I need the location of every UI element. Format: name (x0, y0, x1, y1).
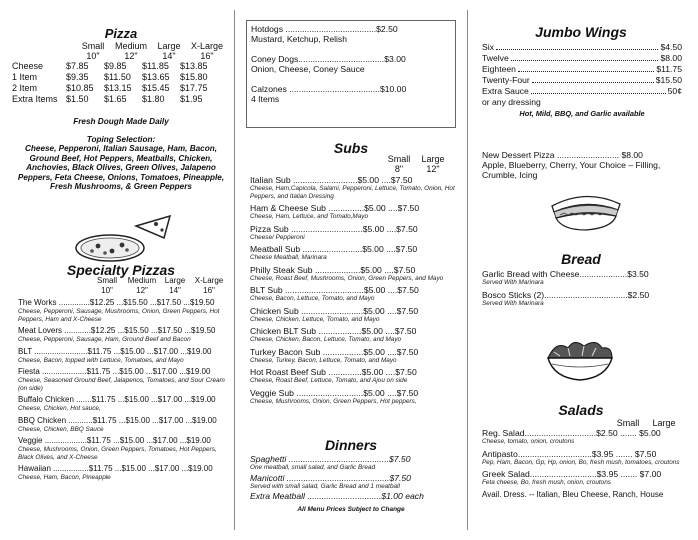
list-item (18, 395, 228, 413)
price: $17.75 (180, 83, 208, 93)
list-item (250, 347, 456, 365)
inch-12: 12" (136, 286, 148, 295)
sub-sandwich-icon (546, 186, 626, 234)
sub-line: Meatball Sub .........................$5.00 ....$7.50 (250, 244, 418, 254)
size-small: Small (387, 154, 411, 164)
dinner-line: Extra Meatball ...............................$1.00 each (250, 491, 424, 501)
specialty-item-line: Veggie ...................$11.75 ...$15.00 ...$17.00 ...$19.00 (18, 436, 211, 445)
list-item (482, 428, 686, 446)
inch-14: 14" (162, 51, 176, 61)
list-item (250, 473, 456, 491)
sub-line: Hot Roast Beef Sub ..............$5.00 ....$7.50 (250, 367, 417, 377)
topping-title: Toping Selection: (86, 134, 156, 144)
coney-line: Coney Dogs....................................$3.00 (251, 54, 406, 64)
list-item (482, 75, 682, 86)
pizza-row (12, 83, 230, 94)
pizza-title: Pizza (104, 26, 138, 41)
coney-desc: Onion, Cheese, Coney Sauce (251, 64, 365, 74)
list-item (482, 42, 682, 53)
sub-line: Ham & Cheese Sub ...............$5.00 ....$7.50 (250, 203, 420, 213)
salad-desc: Pep, Ham, Bacon, Gp, Hp, onion, Bo, fresh mush, tomatoes, croutons (482, 458, 680, 466)
list-item (250, 203, 456, 221)
price: $1.50 (66, 94, 89, 104)
price: $1.80 (142, 94, 165, 104)
list-item (250, 306, 456, 324)
sub-line: Chicken BLT Sub ..................$5.00 ....$7.50 (250, 326, 417, 336)
pizza-row-label: Extra Items (12, 94, 58, 104)
sub-desc: Cheese, Chicken, Bacon, Lettuce, Tomato, and Mayo (250, 336, 402, 343)
salad-bowl-icon (544, 336, 616, 382)
pizza-size-header (74, 41, 230, 51)
specialty-item-line: Meat Lovers ............$12.25 ...$15.50 ...$17.50 ...$19.50 (18, 326, 216, 335)
sub-line: BLT Sub .................................$5.00 ....$7.50 (250, 285, 419, 295)
price: $13.65 (142, 72, 170, 82)
hotdog-box (246, 20, 456, 128)
salad-line: Reg. Salad..............................$2.50 ....... $5.00 (482, 428, 661, 438)
list-item (482, 64, 682, 75)
pizza-row (12, 72, 230, 83)
specialty-item-line: Buffalo Chicken .......$11.75 ...$15.00 ...$17.00 ...$19.00 (18, 395, 216, 404)
wing-count: Six (482, 42, 494, 52)
specialty-item-line: Fiesta ....................$11.75 ...$15.00 ...$17.00 ...$19.00 (18, 367, 211, 376)
price: $9.35 (66, 72, 89, 82)
salads-list (482, 428, 686, 500)
list-item (18, 326, 228, 344)
specialty-item-desc: Cheese, Chicken, Hot sauce, (18, 405, 101, 412)
dinner-desc: One meatball, small salad, and Garlic Bread (250, 464, 376, 471)
column-divider-left (234, 10, 235, 530)
sub-desc: Cheese, Ham, Lettuce, and Tomato,Mayo (250, 213, 369, 220)
list-item (18, 367, 228, 392)
inch-16: 16" (203, 286, 215, 295)
price: $13.15 (104, 83, 132, 93)
sub-line: Italian Sub ...........................$5.00 ....$7.50 (250, 175, 413, 185)
pizza-price-table (12, 61, 230, 105)
price: $8.00 (660, 53, 682, 63)
inch-10: 10" (101, 286, 113, 295)
dinner-line: Spaghetti ..........................................$7.50 (250, 454, 411, 464)
list-item (18, 416, 228, 434)
specialty-item-desc: Cheese, Seasoned Ground Beef, Jalapenos, Tomatoes, and Sour Cream (on side) (18, 377, 225, 392)
list-item (250, 224, 456, 242)
list-item (250, 367, 456, 385)
list-item (18, 464, 228, 482)
pizza-row-label: 1 Item (12, 72, 38, 82)
sub-desc: Cheese/ Pepperoni (250, 233, 305, 241)
specialty-item-desc: Cheese, Ham, Bacon, Pineapple (18, 474, 111, 481)
salad-line: Greek Salad............................$3.95 ....... $7.00 (482, 469, 662, 479)
size-medium: Medium (114, 41, 147, 51)
wings-flavors: Hot, Mild, BBQ, and Garlic available (519, 109, 645, 118)
list-item (250, 175, 456, 200)
size-large: Large (157, 41, 181, 51)
size-large: Large (652, 418, 676, 428)
list-item (250, 265, 456, 283)
specialty-item-desc: Cheese, Bacon, topped with Lettuce, Tomatoes, and Mayo (18, 356, 184, 364)
salad-dressings: Avail. Dress. -- Italian, Bleu Cheese, Ranch, House (482, 489, 664, 499)
inch-12: 12" (124, 51, 138, 61)
specialty-item-desc: Cheese, Pepperoni, Sausage, Ham, Ground Beef and Bacon (18, 336, 191, 343)
dinners-list (250, 454, 456, 504)
bread-desc: Served With Marinara (482, 279, 544, 286)
wing-count: Twenty-Four (482, 75, 530, 85)
salad-line: Antipasto...............................$3.95 ....... $7.50 (482, 448, 657, 459)
dessert-desc: Apple, Blueberry, Cherry, Your Choice – Filling, Crumble, Icing (482, 160, 661, 180)
dinners-title: Dinners (324, 437, 378, 453)
hotdog-desc: Mustard, Ketchup, Relish (251, 34, 348, 44)
calzone-line: Calzones ......................................$10.00 (251, 84, 407, 94)
column-divider-right (467, 10, 468, 530)
sub-line: Pizza Sub ..............................$5.00 ....$7.50 (250, 223, 418, 234)
size-xlarge: X-Large (194, 276, 224, 285)
list-item (250, 454, 456, 472)
inch-8: 8" (394, 164, 404, 174)
price: $4.50 (660, 42, 682, 52)
list-item (251, 24, 451, 44)
price: $11.50 (104, 72, 131, 82)
price: $1.95 (180, 94, 203, 104)
specialty-item-line: BLT ........................$11.75 ...$15.00 ...$17.00 ...$19.00 (18, 346, 212, 356)
list-item (250, 388, 456, 406)
size-small: Small (616, 418, 640, 428)
bread-list (482, 269, 682, 310)
list-item (482, 86, 682, 97)
column-wings (474, 0, 688, 540)
sub-line: Chicken Sub ..........................$5.00 ....$7.50 (250, 305, 419, 316)
dessert-section (482, 150, 682, 180)
price: $15.80 (180, 72, 208, 82)
price: $10.85 (66, 83, 94, 93)
sub-desc: Cheese, Ham,Capicola, Salami, Pepperoni, Lettuce, Tomato, Onion, Hot Peppers, and Italian Dressing (250, 185, 455, 200)
subs-list (250, 175, 456, 408)
specialty-item-desc: Cheese, Chicken, BBQ Sauce (18, 425, 104, 433)
size-xlarge: X-Large (190, 41, 224, 51)
dinner-desc: Served with small salad, Garlic Bread and 1 meatball (250, 482, 400, 490)
specialty-item-line: The Works ..............$12.25 ...$15.50 ...$17.50 ...$19.50 (18, 298, 215, 307)
list-item (250, 285, 456, 303)
specialty-title: Specialty Pizzas (66, 262, 176, 278)
sub-line: Philly Steak Sub ...................$5.00 ....$7.50 (250, 264, 416, 275)
specialty-item-desc: Cheese, Mushrooms, Onion, Green Peppers, Tomatoes, Hot Peppers, Black Olives, and X-Cheese (18, 446, 217, 461)
sub-line: Veggie Sub ............................$5.00 ....$7.50 (250, 387, 419, 398)
pizza-row (12, 94, 230, 105)
list-item (251, 84, 451, 104)
inch-12: 12" (426, 164, 440, 174)
size-large: Large (164, 276, 186, 285)
list-item (18, 347, 228, 365)
pizza-row-label: 2 Item (12, 83, 38, 93)
hotdog-line: Hotdogs ......................................$2.50 (251, 24, 398, 34)
price-footnote: All Menu Prices Subject to Change (297, 506, 405, 513)
price: $11.85 (142, 61, 169, 71)
list-item (250, 491, 456, 501)
pizza-inch-header (74, 51, 230, 61)
wing-count: Eighteen (482, 64, 516, 74)
wings-list (482, 42, 682, 119)
specialty-inch-header (90, 286, 228, 296)
price: $1.65 (104, 94, 127, 104)
specialty-item-line: Hawaiian ................$11.75 ...$15.00 ...$17.00 ...$19.00 (18, 464, 213, 473)
price: $15.45 (142, 83, 170, 93)
list-item (482, 269, 682, 287)
specialty-list (18, 298, 228, 485)
price: $11.75 (656, 64, 682, 74)
dessert-line: New Dessert Pizza .......................... $8.00 (482, 150, 643, 160)
list-item (251, 54, 451, 74)
subs-inch-header (382, 164, 450, 174)
wings-dressing-note: or any dressing (482, 97, 541, 107)
column-pizza (12, 0, 230, 540)
list-item (250, 244, 456, 262)
price: $9.85 (104, 61, 127, 71)
sub-desc: Cheese Meatball, Marinara (250, 254, 327, 261)
specialty-item-line: BBQ Chicken ...........$11.75 ...$15.00 ...$17.00 ...$19.00 (18, 415, 217, 425)
calzone-desc: 4 Items (251, 94, 280, 104)
pizza-illustration-icon (72, 208, 182, 264)
salads-title: Salads (558, 402, 604, 418)
inch-16: 16" (200, 51, 214, 61)
sub-desc: Cheese, Roast Beef, Mushrooms, Onion, Green Peppers, and Mayo (250, 274, 444, 282)
wing-count: Twelve (482, 53, 509, 63)
size-medium: Medium (127, 276, 157, 285)
bread-line: Bosco Sticks (2)...................................$2.50 (482, 289, 650, 300)
sub-desc: Cheese, Mushrooms, Onion, Green Peppers, Hot peppers, (250, 397, 417, 405)
price: $15.50 (655, 75, 682, 85)
bread-title: Bread (561, 251, 601, 267)
list-item (482, 53, 682, 64)
pizza-row (12, 61, 230, 72)
wings-title: Jumbo Wings (535, 24, 627, 40)
sub-line: Turkey Bacon Sub .................$5.00 ....$7.50 (250, 346, 419, 357)
pizza-row-label: Cheese (12, 61, 44, 71)
fresh-dough-note: Fresh Dough Made Daily (73, 117, 169, 126)
size-small: Small (96, 276, 117, 285)
bread-desc: Served With Marinara (482, 299, 544, 307)
subs-title: Subs (333, 140, 369, 156)
size-large: Large (421, 154, 445, 164)
column-subs (240, 0, 462, 540)
inch-14: 14" (169, 286, 181, 295)
list-item (482, 290, 682, 308)
topping-list: Cheese, Pepperoni, Italian Sausage, Ham, Bacon, Ground Beef, Hot Peppers, Meatballs, Chicken, Anchovies, Black Olives, Green Olives, Jalapeno Peppers, Feta Cheese, Onions, Tomatoes, Pineapple, Fresh Mushrooms, & Green Peppers (17, 144, 225, 191)
specialty-size-header (90, 276, 228, 286)
salads-size-header (610, 418, 682, 428)
subs-size-header (382, 154, 450, 164)
wing-count: Extra Sauce (482, 86, 529, 96)
size-small: Small (81, 41, 105, 51)
sub-desc: Cheese, Bacon, Lettuce, Tomato, and Mayo (250, 295, 375, 302)
price: $13.85 (180, 61, 208, 71)
sub-desc: Cheese, Roast Beef, Lettuce, Tomato, and Ajou on side (250, 377, 408, 384)
dinner-line: Manicotti ...........................................$7.50 (250, 472, 411, 483)
inch-10: 10" (86, 51, 100, 61)
salad-desc: Cheese, tomato, onion, croutons (482, 438, 575, 445)
list-item (18, 436, 228, 461)
salad-desc: Feta cheese, Bo, fresh mush, onion, croutons (482, 479, 611, 486)
list-item (250, 326, 456, 344)
sub-desc: Cheese, Turkey, Bacon, Lettuce, Tomato, and Mayo (250, 356, 397, 364)
sub-desc: Cheese, Chicken, Lettuce, Tomato, and Mayo (250, 315, 380, 323)
list-item (482, 469, 686, 487)
specialty-item-desc: Cheese, Pepperoni, Sausage, Mushrooms, Onion, Green Peppers, Hot Peppers, Ham and X-Cheese (18, 308, 220, 323)
price: $7.85 (66, 61, 89, 71)
list-item (18, 298, 228, 323)
price: 50¢ (667, 86, 682, 96)
bread-line: Garlic Bread with Cheese....................$3.50 (482, 269, 649, 279)
list-item (482, 449, 686, 467)
